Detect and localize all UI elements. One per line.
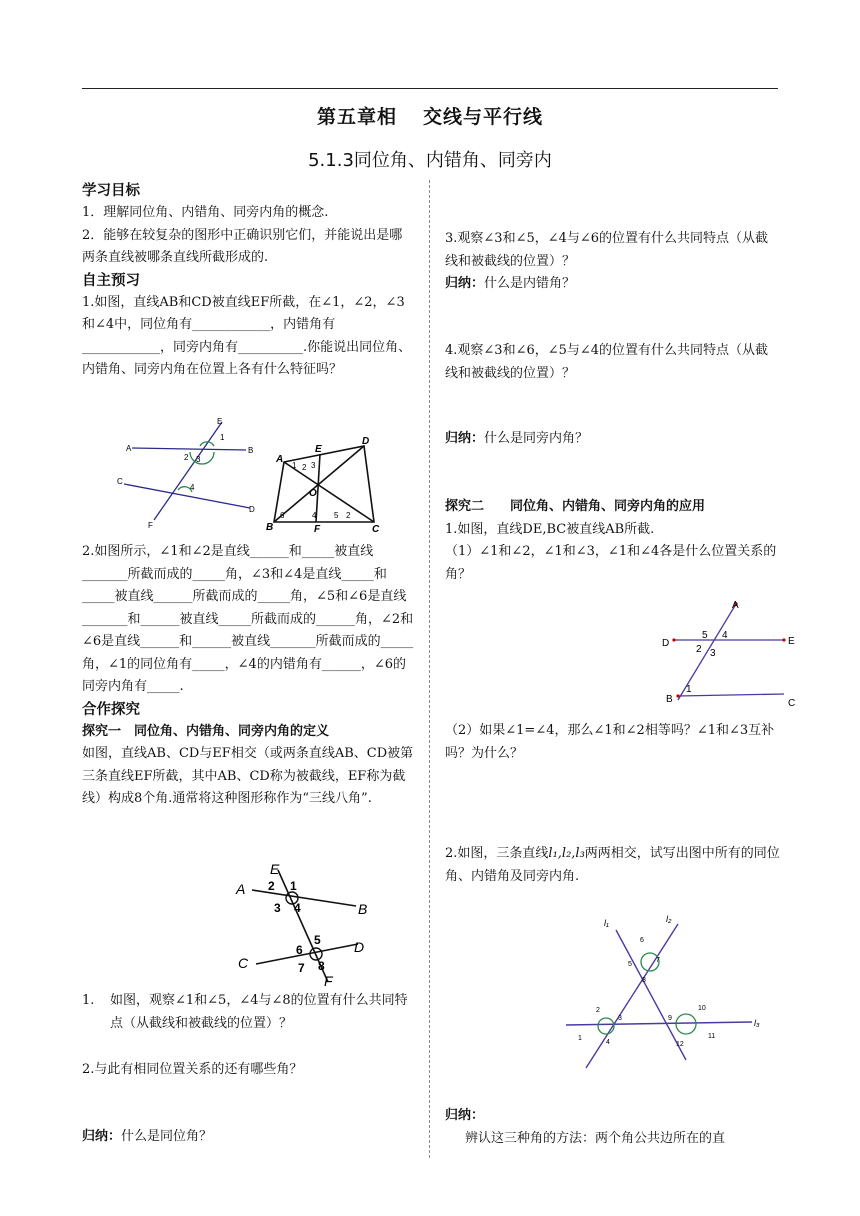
angle-2: 2 (302, 463, 307, 472)
angle-1: 1 (686, 684, 692, 695)
label-E: E (315, 444, 322, 455)
angle-3: 3 (274, 901, 281, 915)
left-column (82, 180, 414, 382)
left-column-3 (82, 990, 414, 1035)
label-B: B (666, 694, 673, 705)
goal-1: 1．理解同位角、内错角、同旁内角的概念. (82, 205, 329, 220)
figure-three-lines-triangle (556, 910, 768, 1074)
heading-preview: 自主预习 (82, 272, 140, 289)
angle-6: 6 (280, 511, 285, 520)
label-D: D (249, 505, 255, 514)
angle-1: 1 (292, 461, 297, 470)
label-A: A (126, 444, 132, 453)
angle-4: 4 (312, 511, 317, 520)
label-A: A (732, 600, 739, 611)
explore-2-q1a: （1）∠1和∠2，∠1和∠3，∠1和∠4各是什么位置关系的角？ (445, 544, 777, 582)
angle-5: 5 (314, 933, 321, 947)
summary-final-label: 归纳： (445, 1108, 485, 1123)
explore-2-q1: 1.如图，直线DE,BC被直线AB所截. (445, 521, 655, 537)
column-divider (429, 180, 430, 1158)
left-column-5 (82, 1126, 414, 1149)
heading-explore-1: 探究一 同位角、内错角、同旁内角的定义 (82, 723, 330, 739)
angle-5: 5 (702, 630, 708, 641)
right-column (445, 228, 780, 296)
label-l2: l₂ (666, 914, 672, 924)
label-C: C (117, 477, 123, 486)
angle-5: 5 (628, 961, 632, 968)
right-column-2 (445, 340, 780, 385)
angle-3: 3 (710, 648, 716, 659)
label-C: C (788, 698, 796, 709)
angle-10: 10 (698, 1005, 706, 1012)
explore-2-q1b: （2）如果∠1=∠4，那么∠1和∠2相等吗？∠1和∠3互补吗？为什么？ (445, 723, 775, 761)
figure-three-lines-eight-angles (232, 858, 382, 988)
question-2: 2.如图所示，∠1和∠2是直线______和_____被直线_______所截而成的_____角，∠3和∠4是直线_____和_____被直线______所截而成的_____角，∠5和∠6是直线_______和______被直线_____所截而成的______角，∠2和∠6是直线______和______被直线_______所截而成的_____角，∠1的同位角有_____，∠4的内错角有______，∠6的同旁内角有_____. (82, 544, 414, 694)
label-B: B (266, 522, 274, 533)
label-C: C (372, 524, 380, 535)
angle-5: 5 (334, 511, 339, 520)
label-l1: l₁ (604, 918, 609, 928)
angle-2: 2 (184, 453, 189, 462)
question-a: 1. 如图，观察∠1和∠5，∠4与∠8的位置有什么共同特点（从截线和被截线的位置）？ (82, 993, 408, 1031)
label-E: E (788, 636, 795, 647)
right-column-7 (445, 1105, 780, 1150)
right-column-3 (445, 428, 780, 451)
angle-6: 6 (296, 943, 303, 957)
label-A: A (276, 454, 284, 465)
question-1: 1.如图，直线AB和CD被直线EF所截，在∠1，∠2，∠3和∠4中，同位角有____________，内错角有____________，同旁内角有__________.你能说出同位角、内错角、同旁内角在位置上各有什么特征吗？ (82, 294, 412, 377)
right-column-4 (445, 496, 780, 586)
chapter-title: 第五章相 交线与平行线 (316, 106, 544, 128)
summary-alternate: 归纳：什么是内错角？ (445, 276, 576, 291)
angle-4: 4 (190, 483, 195, 492)
label-A: A (236, 881, 246, 897)
label-l3: l₃ (754, 1018, 760, 1028)
explore-2-q2: 2.如图，三条直线l₁,l₂,l₃两两相交，试写出图中所有的同位角、内错角及同旁内角. (445, 846, 780, 884)
label-E: E (270, 861, 280, 877)
angle-1: 1 (290, 879, 297, 893)
right-column-6 (445, 843, 780, 888)
left-column-4 (82, 1059, 414, 1082)
question-4: 4.观察∠3和∠6，∠5与∠4的位置有什么共同特点（从截线和被截线的位置）？ (445, 343, 769, 381)
label-E: E (217, 417, 223, 426)
label-D: D (662, 638, 670, 649)
figure-quadrilateral (262, 432, 390, 536)
angle-6: 6 (640, 937, 644, 944)
summary-interior: 归纳：什么是同旁内角？ (445, 431, 589, 446)
question-3: 3.观察∠3和∠5，∠4与∠6的位置有什么共同特点（从截线和被截线的位置）？ (445, 231, 769, 269)
angle-9: 9 (668, 1015, 672, 1022)
top-rule (82, 88, 778, 89)
heading-goals: 学习目标 (82, 183, 140, 199)
angle-12: 12 (676, 1041, 684, 1048)
angle-7: 7 (298, 961, 305, 975)
angle-4: 4 (606, 1039, 610, 1046)
label-F: F (314, 524, 321, 535)
label-B: B (248, 446, 254, 455)
label-B: B (358, 901, 368, 917)
summary-final: 辨认这三种角的方法：两个角公共边所在的直 (465, 1130, 726, 1146)
label-F: F (148, 521, 153, 530)
summary-corresponding: 归纳：什么是同位角？ (82, 1129, 213, 1144)
figure-DE-BC-AB (660, 596, 800, 712)
angle-4: 4 (294, 901, 301, 915)
section-title: 5.1.3同位角、内错角、同旁内 (308, 150, 552, 171)
angle-4: 4 (722, 630, 728, 641)
angle-8: 8 (642, 977, 646, 984)
angle-1: 1 (578, 1035, 582, 1042)
heading-explore-2: 探究二 同位角、内错角、同旁内角的应用 (445, 499, 706, 514)
label-D: D (354, 939, 365, 955)
figure-two-lines-transversal (110, 410, 270, 532)
goal-2: 2．能够在较复杂的图形中正确识别它们，并能说出是哪两条直线被哪条直线所截形成的. (82, 227, 403, 265)
angle-2: 2 (268, 879, 275, 893)
angle-7: 7 (656, 957, 660, 964)
angle-3: 3 (311, 461, 316, 470)
angle-11: 11 (708, 1033, 716, 1040)
angle-3: 3 (196, 455, 201, 464)
label-F: F (324, 973, 333, 988)
label-D: D (362, 436, 370, 447)
angle-1: 1 (220, 433, 225, 442)
question-b: 2.与此有相同位置关系的还有哪些角？ (82, 1062, 303, 1077)
angle-3: 3 (618, 1015, 622, 1022)
heading-coop: 合作探究 (82, 701, 140, 718)
right-column-5 (445, 720, 780, 765)
left-column-2 (82, 541, 414, 811)
angle-2: 2 (596, 1007, 600, 1014)
explore-1-text: 如图，直线AB、CD与EF相交（或两条直线AB、CD被第三条直线EF所截，其中AB、CD称为被截线，EF称为截线）构成8个角.通常将这种图形称作为“三线八角”. (82, 746, 414, 806)
label-C: C (238, 955, 249, 971)
angle-2: 2 (696, 644, 702, 655)
angle-2b: 2 (346, 511, 351, 520)
label-O: O (309, 488, 317, 499)
angle-8: 8 (318, 959, 325, 973)
